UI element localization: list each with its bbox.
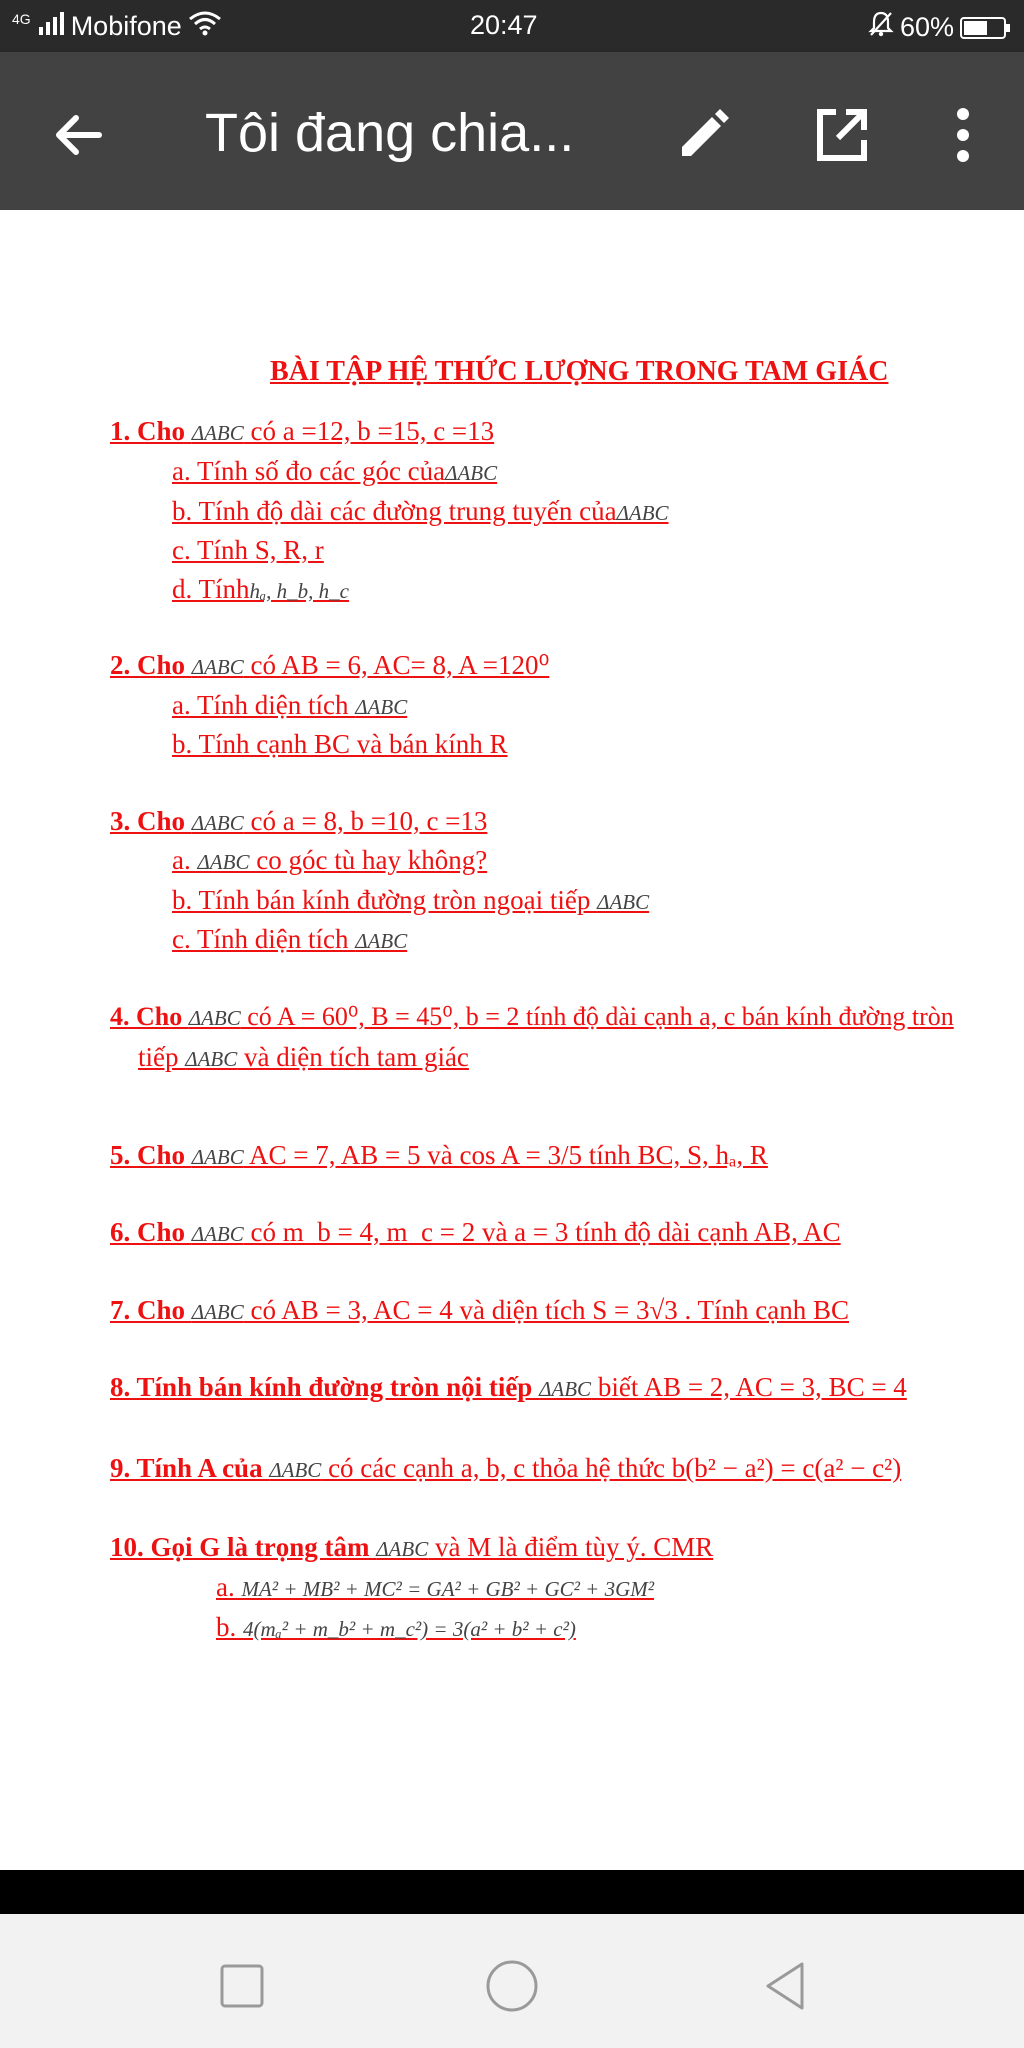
home-button[interactable]: [482, 1956, 542, 2016]
bell-muted-icon: [868, 10, 894, 45]
network-type: 4G: [12, 10, 31, 27]
problem-1a: a. Tính số đo các góc củaΔABC: [172, 456, 498, 486]
problem-2: 2. Cho ΔABC có AB = 6, AC= 8, A =120⁰: [110, 650, 550, 680]
back-nav-button[interactable]: [756, 1956, 816, 2016]
problem-4: 4. Cho ΔABC có A = 60⁰, B = 45⁰, b = 2 tính độ dài cạnh a, c bán kính đường tròn: [110, 1002, 954, 1031]
problem-4-cont: tiếp ΔABC và diện tích tam giác: [138, 1042, 469, 1072]
arrow-back-icon: [44, 100, 114, 170]
problem-10b: b. 4(mₐ² + m_b² + m_c²) = 3(a² + b² + c²): [216, 1612, 576, 1642]
triangle-back-icon: [756, 1956, 816, 2016]
problem-1d: d. Tínhhₐ, h_b, h_c: [172, 574, 349, 604]
problem-10a: a. MA² + MB² + MC² = GA² + GB² + GC² + 3GM²: [216, 1572, 655, 1602]
signal-icon: [37, 11, 65, 42]
status-right: [868, 10, 1006, 45]
battery-icon: [960, 17, 1006, 39]
app-bar: [0, 52, 1024, 210]
problem-9: 9. Tính A của ΔABC có các cạnh a, b, c thỏa hệ thức b(b² − a²) = c(a² − c²): [110, 1453, 902, 1483]
wifi-icon: [188, 10, 222, 43]
problem-1: 1. Cho ΔABC có a =12, b =15, c =13: [110, 416, 495, 446]
square-icon: [212, 1956, 272, 2016]
problem-2a: a. Tính diện tích ΔABC: [172, 690, 408, 720]
recent-apps-button[interactable]: [212, 1956, 272, 2016]
problem-5: 5. Cho ΔABC AC = 7, AB = 5 và cos A = 3/5 tính BC, S, hₐ, R: [110, 1140, 768, 1170]
clock: 20:47: [470, 10, 538, 40]
problem-7: 7. Cho ΔABC có AB = 3, AC = 4 và diện tích S = 3√3 . Tính cạnh BC: [110, 1295, 849, 1325]
status-bar: [0, 0, 1024, 52]
battery-percent: 60%: [899, 12, 954, 42]
edit-button[interactable]: [668, 100, 738, 170]
problem-8: 8. Tính bán kính đường tròn nội tiếp ΔABC biết AB = 2, AC = 3, BC = 4: [110, 1372, 907, 1402]
more-vert-icon: [928, 100, 998, 170]
battery-fill: [964, 21, 987, 35]
open-in-new-icon: [806, 100, 876, 170]
pencil-icon: [668, 100, 738, 170]
more-options-button[interactable]: [928, 100, 998, 170]
problem-2b: b. Tính cạnh BC và bán kính R: [172, 729, 508, 759]
problem-3: 3. Cho ΔABC có a = 8, b =10, c =13: [110, 806, 488, 836]
back-button[interactable]: [44, 100, 114, 170]
carrier-name: Mobifone: [70, 11, 182, 41]
navigation-bar: [0, 1914, 1024, 2048]
problem-1c: c. Tính S, R, r: [172, 535, 324, 565]
bottom-divider-bar: [0, 1870, 1024, 1914]
problem-10: 10. Gọi G là trọng tâm ΔABC và M là điểm tùy ý. CMR: [110, 1532, 714, 1562]
problem-3b: b. Tính bán kính đường tròn ngoại tiếp ΔABC: [172, 885, 650, 915]
document-page: [0, 210, 1024, 1870]
status-left: [12, 10, 222, 43]
problem-3c: c. Tính diện tích ΔABC: [172, 924, 408, 954]
problem-3a: a. ΔABC co góc tù hay không?: [172, 845, 488, 875]
doc-heading: BÀI TẬP HỆ THỨC LƯỢNG TRONG TAM GIÁC: [270, 356, 889, 387]
problem-1b: b. Tính độ dài các đường trung tuyến củaΔABC: [172, 496, 669, 526]
open-external-button[interactable]: [806, 100, 876, 170]
document-title: Tôi đang chia...: [205, 103, 575, 163]
problem-6: 6. Cho ΔABC có m_b = 4, m_c = 2 và a = 3 tính độ dài cạnh AB, AC: [110, 1217, 841, 1247]
circle-icon: [482, 1956, 542, 2016]
